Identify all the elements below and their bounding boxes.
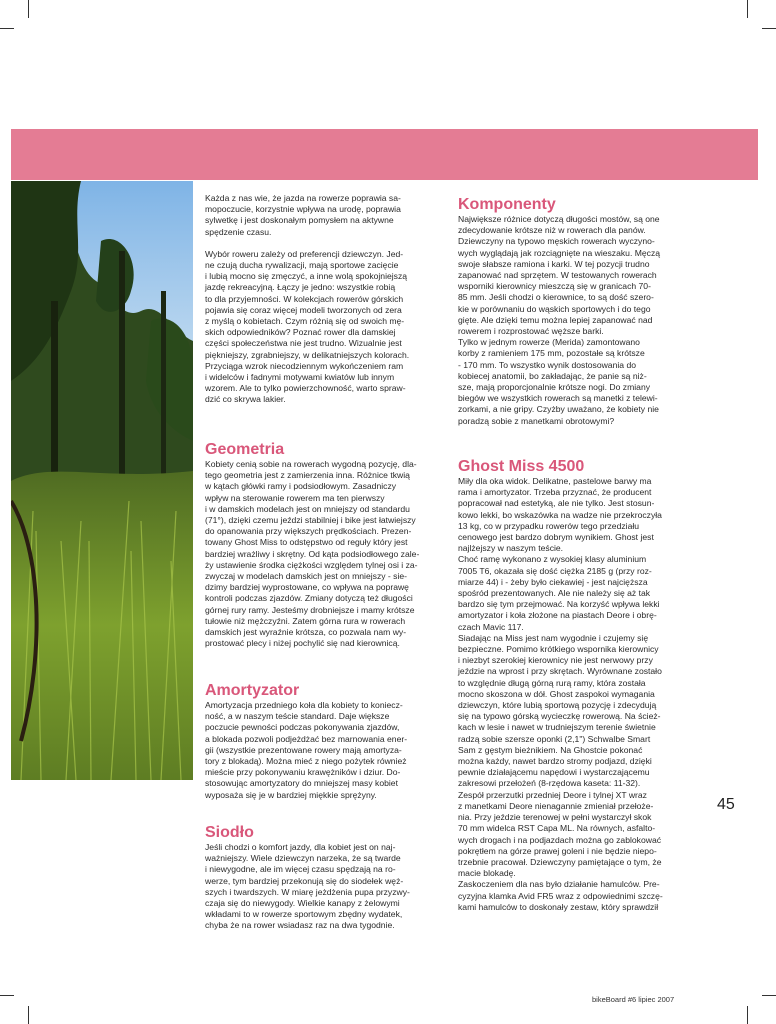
heading-komponenty: Komponenty: [458, 196, 556, 213]
heading-geometria: Geometria: [205, 441, 285, 458]
intro-paragraph-2: Wybór roweru zależy od preferencji dziewczyn. Jed- ne czują ducha rywalizacji, mają sportowe zacięcie i lubią mocno się zmęczyć, a inne wolą spokojniejszą jazdę rekreacyjną. Łączy je jedno: wszystkie robią to dla przyjemności. W kolekcjach rowerów górskich pojawia się coraz więcej modeli tworzonych od zera z myślą o kobietach. Czym różnią się od swoich mę- skich odpowiedników? Poznać rower dla damskiej części społeczeństwa nie jest trudno. Wizualnie jest piękniejszy, zgrabniejszy, w delikatniejszych kolorach. Przyciąga wzrok niecodziennym wykończeniem ram i widelców i fadnymi motywami kwiatów lub innym wzorem. Ale to tylko powierzchowność, warto spraw- dzić co skrywa lakier.: [205, 248, 410, 405]
crop-mark: [28, 0, 29, 18]
footer-issue: bikeBoard #6 lipiec 2007: [592, 995, 675, 1004]
section-ghost-miss: [458, 458, 696, 913]
siodlo-text: Jeśli chodzi o komfort jazdy, dla kobiet jest on naj- ważniejszy. Wiele dziewczyn narzeka, że są twarde i niewygodne, ale im więcej czasu spędzają na ro- werze, tym bardziej przekonują się do siodełek węż- szych i twardszych. W miarę jeżdżenia pupa przyzwy- czaja się do niewygody. Wielkie kanapy z żelowymi wkładami to w rowerze sportowym zbędny wydatek, chyba że na rower wsiadasz raz na dwa tygodnie.: [205, 842, 410, 931]
crop-mark: [0, 28, 14, 29]
crop-mark: [762, 28, 776, 29]
crop-mark: [747, 0, 748, 18]
heading-ghost-miss: Ghost Miss 4500: [458, 458, 585, 475]
header-color-band: [11, 129, 758, 180]
komponenty-text: Największe różnice dotyczą długości mostów, są one zdecydowanie krótsze niż w rowerach dla panów. Dziewczyny na typowo męskich rowerach wyczyno- wych wyglądają jak rozciągnięte na wieszaku. Męczą swoje słabsze ramiona i karki. W tej pozycji trudno zapanować nad sprzętem. W testowanych rowerach wsporniki kierownicy mieszczą się w granicach 70- 85 mm. Jeśli chodzi o kierownice, to są dość szero- kie w porównaniu do wąskich sportowych i do tego gięte. Ale dzięki temu można lepiej zapanować nad rowerem i rozprostować węższe barki. Tylko w jednym rowerze (Merida) zamontowano korby z ramieniem 175 mm, pozostałe są krótsze - 170 mm. To wszystko wynik dostosowania do kobiecej anatomii, bo zakładając, że panie są niż- sze, mają proporcjonalnie krótsze nogi. Do zmiany biegów we wszystkich rowerach są manetki z telewi- zorkami, a nie gripy. Czyżby uważano, że kobiety nie poradzą sobie z manetkami obrotowymi?: [458, 214, 661, 426]
ghost-miss-text: Miły dla oka widok. Delikatne, pastelowe barwy ma rama i amortyzator. Trzeba przyznać, że producent popracował nad estetyką, ale nie tylko. Jest stosun- kowo lekki, bo wskazówka na wadze nie przekroczyła 13 kg, co w przypadku rowerów tego przedziału cenowego jest bardzo dobrym wynikiem. Ghost jest najlżejszy w naszym teście. Choć ramę wykonano z wysokiej klasy aluminium 7005 T6, okazała się dość ciężka 2185 g (przy roz- miarze 44) i - żeby było ciekawiej - jest najcięższa spośród prezentowanych. Ale nie należy się aż tak bardzo się tym przejmować. Na korzyść wpływa lekki amortyzator i koła złożone na piastach Deore i obrę- czach Mavic 117. Siadając na Miss jest nam wygodnie i czujemy się bezpieczne. Pomimo krótkiego wspornika kierownicy i niezbyt szerokiej kierownicy nie jest nerwowy przy jeździe na wprost i przy skrętach. Wyrównane zostało to względnie długą górną rurą ramy, która została mocno skoszona w dół. Ghost zaspokoi wymagania dziewczyn, które lubią sportową pozycję i zdecydują się na typowo górską wycieczkę rowerową. Na ścież- kach w lesie i nawet w trudniejszym terenie świetnie radzą sobie szersze oponki (2,1") Schwalbe Smart Sam z gęstym bieżnikiem. Na Ghostcie pokonać można każdy, nawet bardzo stromy podjazd, dzięki pewnie działającemu napędowi i wystarczającemu zakresowi przełożeń (8-rzędowa kaseta: 11-32). Zespół przerzutki przedniej Deore i tylnej XT wraz z manetkami Deore nienagannie zmieniał przełoże- nia. Przy jeździe terenowej w pełni wystarczył skok 70 mm widelca RST Capa ML. Na równych, asfalto- wych drogach i na podjazdach można go zablokować pokrętłem na górze prawej goleni i nie będzie niepo- trzebnie pracował. Dziewczyny pamiętające o tym, że macie blokadę. Zaskoczeniem dla nas było działanie hamulców. Pre- cyzyjna klamka Avid FR5 wraz z odpowiednimi szczę- kami hamulców to doskonały zestaw, który sprawdził: [458, 476, 663, 912]
amortyzator-text: Amortyzacja przedniego koła dla kobiety to koniecz- ność, a w naszym teście standard. Daje większe poczucie pewności podczas pokonywania zjazdów, a blokada pozwoli podjeżdżać bez marnowania ener- gii (wszystkie prezentowane rowery mają amortyza- tory z blokadą). Można mieć z niego pożytek również mieście przy pokonywaniu krawężników i dziur. Do- stosowując amortyzatory do mniejszej masy kobiet wyposaża się je w bardziej miękkie sprężyny.: [205, 700, 408, 800]
crop-mark: [28, 1006, 29, 1024]
heading-siodlo: Siodło: [205, 824, 254, 841]
geometria-text: Kobiety cenią sobie na rowerach wygodną pozycję, dla- tego geometria jest z zamierzenia inna. Różnice tkwią w kątach główki ramy i podsiodłowym. Zasadniczy wpływ na sterowanie rowerem ma ten pierwszy i w damskich modelach jest on mniejszy od standardu (71°), dzięki czemu jeździ stabilniej i bike jest łatwiejszy do opanowania przy większych prędkościach. Prezen- towany Ghost Miss to odstępstwo od reguły który jest bardziej wrażliwy i skrętny. Od kąta podsiodłowego zale- ży ustawienie środka ciężkości względem tylnej osi i za- zwyczaj w modelach damskich jest on mniejszy - sie- dzimy bardziej wyprostowane, co wpływa na poprawę kontroli podczas zjazdów. Zmiany dotyczą też długości górnej rury ramy. Jesteśmy drobniejsze i mamy krótsze tułowie niż mężczyźni. Zatem górna rura w rowerach damskich jest wyraźnie krótsza, co pozwala nam wy- prostować plecy i niżej pochylić się nad kierownicą.: [205, 459, 420, 649]
intro-paragraph-1: Każda z nas wie, że jazda na rowerze poprawia sa- mopoczucie, korzystnie wpływa na urodę, poprawia sylwetkę i jest doskonałym pomysłem na aktywne spędzenie czasu.: [205, 193, 401, 237]
crop-mark: [0, 995, 14, 996]
section-geometria: [205, 441, 442, 649]
page-number: 45: [717, 796, 735, 813]
heading-amortyzator: Amortyzator: [205, 682, 300, 699]
section-amortyzator: [205, 682, 442, 801]
section-siodlo: [205, 824, 442, 932]
forest-photo: [11, 181, 193, 780]
column-left: [205, 193, 442, 931]
section-komponenty: [458, 196, 696, 427]
crop-mark: [747, 1006, 748, 1024]
crop-mark: [762, 995, 776, 996]
